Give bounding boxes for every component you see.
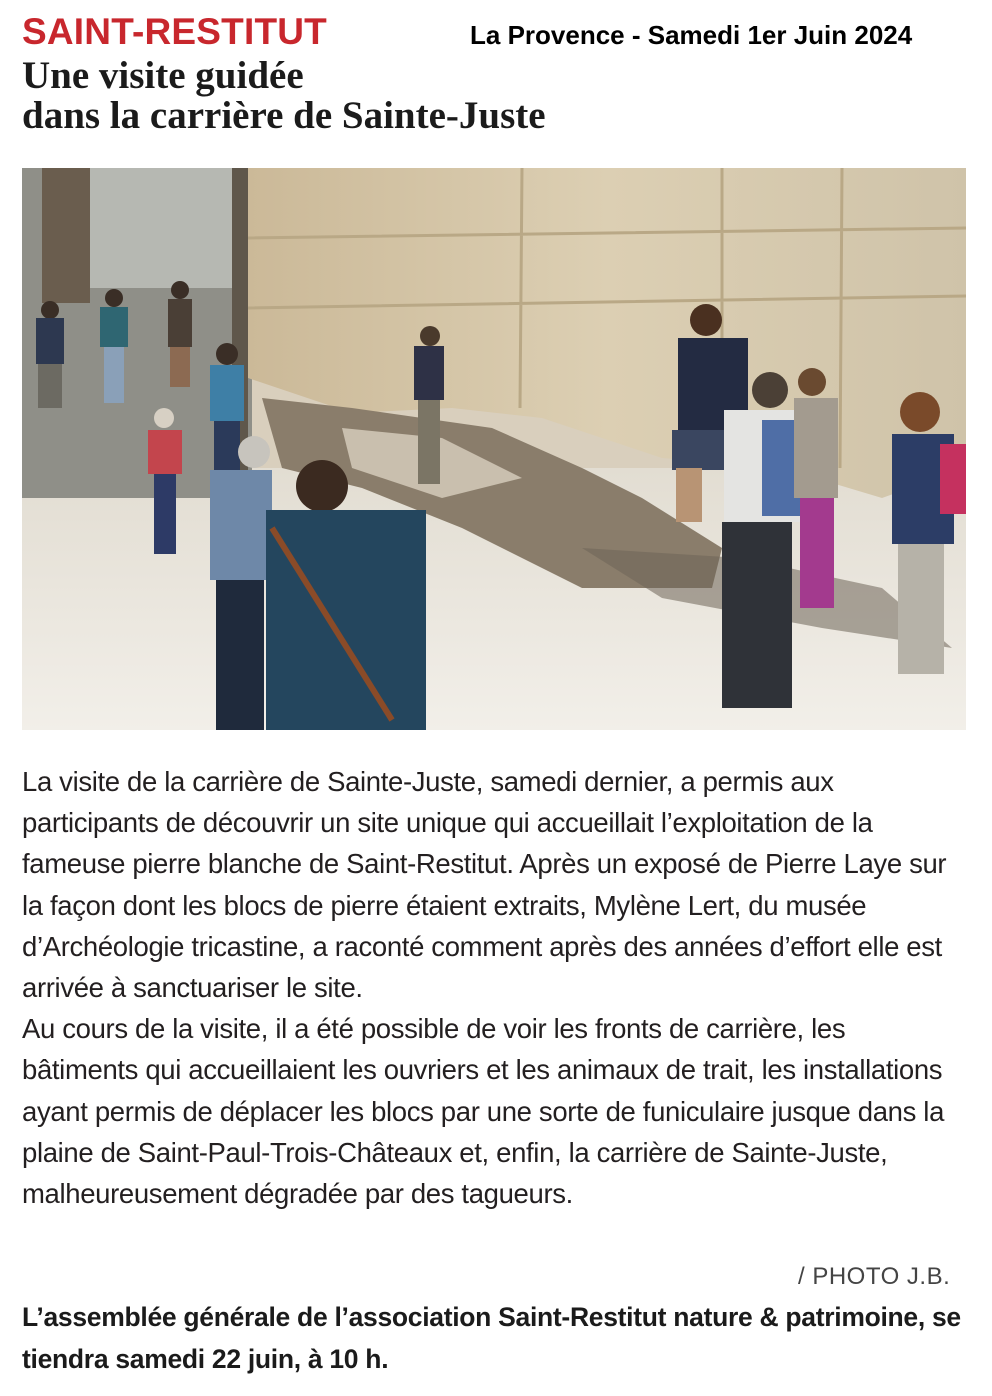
photo-credit: / PHOTO J.B. [798, 1263, 951, 1290]
headline-line-2: dans la carrière de Sainte-Juste [22, 94, 546, 137]
meeting-notice: L’assemblée générale de l’association Saint-Restitut nature & patrimoine, se tiendra samedi 22 juin, à 10 h. [22, 1302, 961, 1374]
article-photo [22, 168, 966, 730]
article-headline [22, 56, 722, 136]
kicker-locality: SAINT-RESTITUT [22, 11, 327, 52]
headline-line-1: Une visite guidée [22, 54, 304, 97]
publication-source-date: La Provence - Samedi 1er Juin 2024 [470, 20, 913, 50]
article-body [22, 761, 968, 1214]
article-paragraph-2: Au cours de la visite, il a été possible de voir les fronts de carrière, les bâtiments qui accueillaient les ouvriers et les animaux de trait, les installations ayant permis de déplacer les blocs par une sorte de funiculaire jusque dans la plaine de Saint-Paul-Trois-Châteaux et, enfin, la carrière de Sainte-Juste, malheureusement dégradée par des tagueurs. [22, 1013, 945, 1210]
article-paragraph-1: La visite de la carrière de Sainte-Juste, samedi dernier, a permis aux participants de découvrir un site unique qui accueillait l’exploitation de la fameuse pierre blanche de Saint-Restitut. Après un exposé de Pierre Laye sur la façon dont les blocs de pierre étaient extraits, Mylène Lert, du musée d’Archéologie tricastine, a raconté comment après des années d’effort elle est arrivée à sanctuariser le site. [22, 766, 947, 1004]
